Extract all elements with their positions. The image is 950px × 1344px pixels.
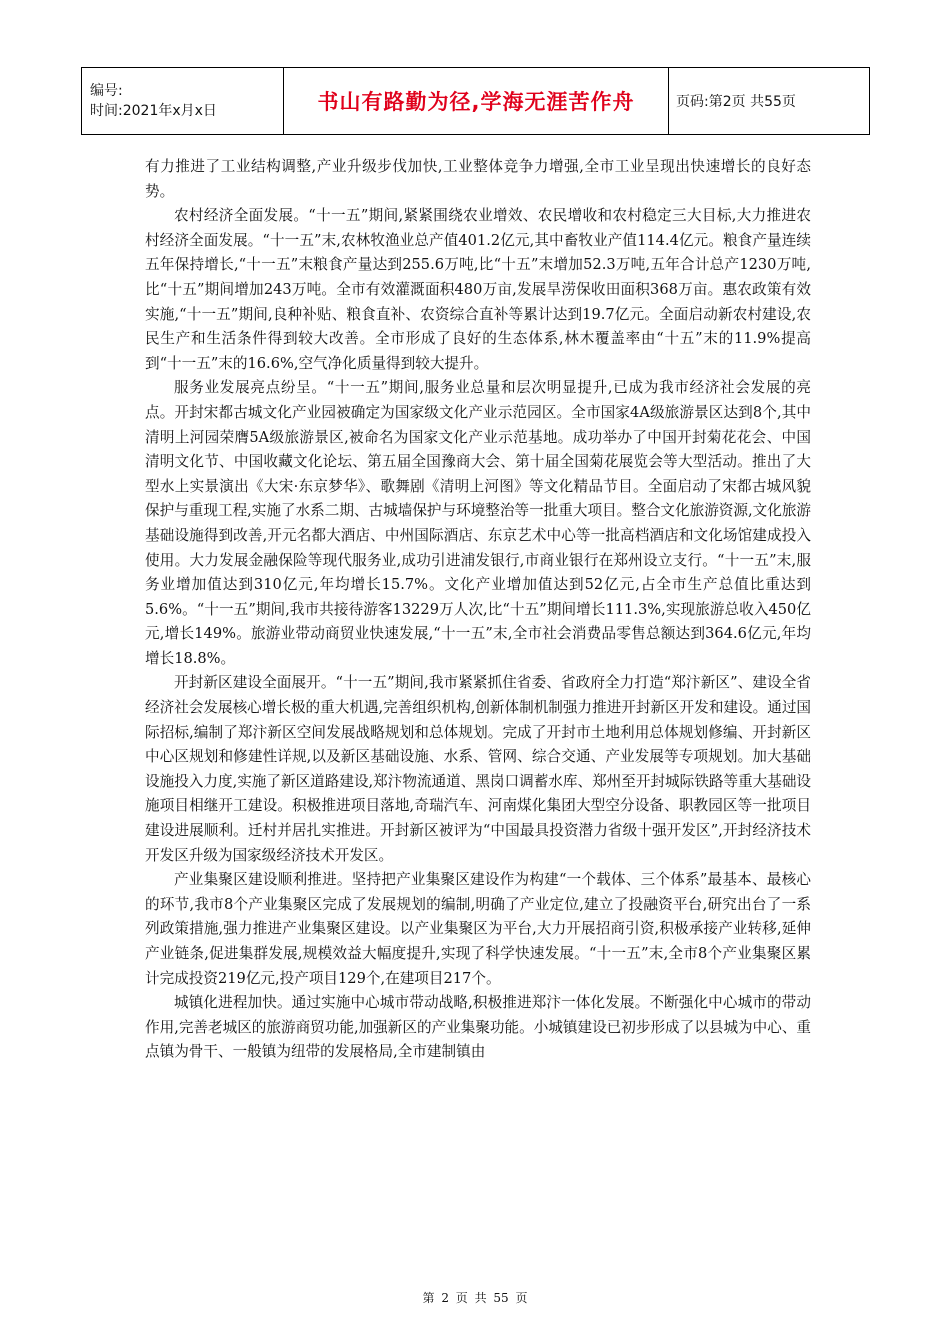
paragraph-rural-economy: 农村经济全面发展。“十一五”期间,紧紧围绕农业增效、农民增收和农村稳定三大目标,大力推进农村经济全面发展。“十一五”末,农林牧渔业总产值401.2亿元,其中畜牧业产值114.4亿元。粮食产量连续五年保持增长,“十一五”末粮食产量达到255.6万吨,比“十五”末增加52.3万吨,五年合计总产1230万吨,比“十五”期间增加243万吨。全市有效灌溉面积480万亩,发展旱涝保收田面积368万亩。惠农政策有效实施,“十一五”期间,良种补贴、粮食直补、农资综合直补等累计达到19.7亿元。全面启动新农村建设,农民生产和生活条件得到较大改善。全市形成了良好的生态体系,林木覆盖率由“十五”末的11.9%提高到“十一五”末的16.6%,空气净化质量得到较大提升。 bbox=[145, 207, 811, 372]
header-page-info: 页码:第2页 共55页 bbox=[669, 68, 870, 135]
paragraph-urbanization: 城镇化进程加快。通过实施中心城市带动战略,积极推进郑汴一体化发展。不断强化中心城市的带动作用,完善老城区的旅游商贸功能,加强新区的产业集聚功能。小城镇建设已初步形成了以县城为中心、重点镇为骨干、一般镇为纽带的发展格局,全市建制镇由 bbox=[145, 994, 812, 1061]
header-meta bbox=[82, 68, 284, 135]
page-footer: 第 2 页 共 55 页 bbox=[422, 1291, 528, 1305]
document-time-label: 时间:2021年x月x日 bbox=[90, 103, 217, 119]
document-number-label: 编号: bbox=[90, 83, 123, 99]
paragraph-continuation: 有力推进了工业结构调整,产业升级步伐加快,工业整体竞争力增强,全市工业呈现出快速增长的良好态势。 bbox=[145, 158, 811, 200]
document-body bbox=[145, 155, 811, 1065]
paragraph-new-district: 开封新区建设全面展开。“十一五”期间,我市紧紧抓住省委、省政府全力打造“郑汴新区”、建设全省经济社会发展核心增长极的重大机遇,完善组织机构,创新体制机制强力推进开封新区开发和建设。通过国际招标,编制了郑汴新区空间发展战略规划和总体规划。完成了开封市土地利用总体规划修编、开封新区中心区规划和修建性详规,以及新区基础设施、水系、管网、综合交通、产业发展等专项规划。加大基础设施投入力度,实施了新区道路建设,郑汴物流通道、黑岗口调蓄水库、郑州至开封城际铁路等重大基础设施项目相继开工建设。积极推进项目落地,奇瑞汽车、河南煤化集团大型空分设备、职教园区等一批项目建设进展顺利。迁村并居扎实推进。开封新区被评为“中国最具投资潜力省级十强开发区”,开封经济技术开发区升级为国家级经济技术开发区。 bbox=[145, 674, 812, 864]
paragraph-industrial-cluster: 产业集聚区建设顺利推进。坚持把产业集聚区建设作为构建“一个载体、三个体系”最基本、最核心的环节,我市8个产业集聚区完成了发展规划的编制,明确了产业定位,建立了投融资平台,研究出台了一系列政策措施,强力推进产业集聚区建设。以产业集聚区为平台,大力开展招商引资,积极承接产业转移,延伸产业链条,促进集群发展,规模效益大幅度提升,实现了科学快速发展。“十一五”末,全市8个产业集聚区累计完成投资219亿元,投产项目129个,在建项目217个。 bbox=[145, 871, 811, 987]
paragraph-service-industry: 服务业发展亮点纷呈。“十一五”期间,服务业总量和层次明显提升,已成为我市经济社会发展的亮点。开封宋都古城文化产业园被确定为国家级文化产业示范园区。全市国家4A级旅游景区达到8个,其中清明上河园荣膺5A级旅游景区,被命名为国家文化产业示范基地。成功举办了中国开封菊花花会、中国清明文化节、中国收藏文化论坛、第五届全国豫商大会、第十届全国菊花展览会等大型活动。推出了大型水上实景演出《大宋·东京梦华》、歌舞剧《清明上河图》等文化精品节目。全面启动了宋都古城风貌保护与重现工程,实施了水系二期、古城墙保护与环境整治等一批重大项目。整合文化旅游资源,文化旅游基础设施得到改善,开元名都大酒店、中州国际酒店、东京艺术中心等一批高档酒店和文化场馆建成投入使用。大力发展金融保险等现代服务业,成功引进浦发银行,市商业银行在郑州设立支行。“十一五”末,服务业增加值达到310亿元,年均增长15.7%。文化产业增加值达到52亿元,占全市生产总值比重达到5.6%。“十一五”期间,我市共接待游客13229万人次,比“十五”期间增长111.3%,实现旅游总收入450亿元,增长149%。旅游业带动商贸业快速发展,“十一五”末,全市社会消费品零售总额达到364.6亿元,年均增长18.8%。 bbox=[145, 379, 812, 667]
page-header bbox=[81, 67, 870, 135]
header-motto: 书山有路勤为径,学海无涯苦作舟 bbox=[284, 68, 669, 135]
